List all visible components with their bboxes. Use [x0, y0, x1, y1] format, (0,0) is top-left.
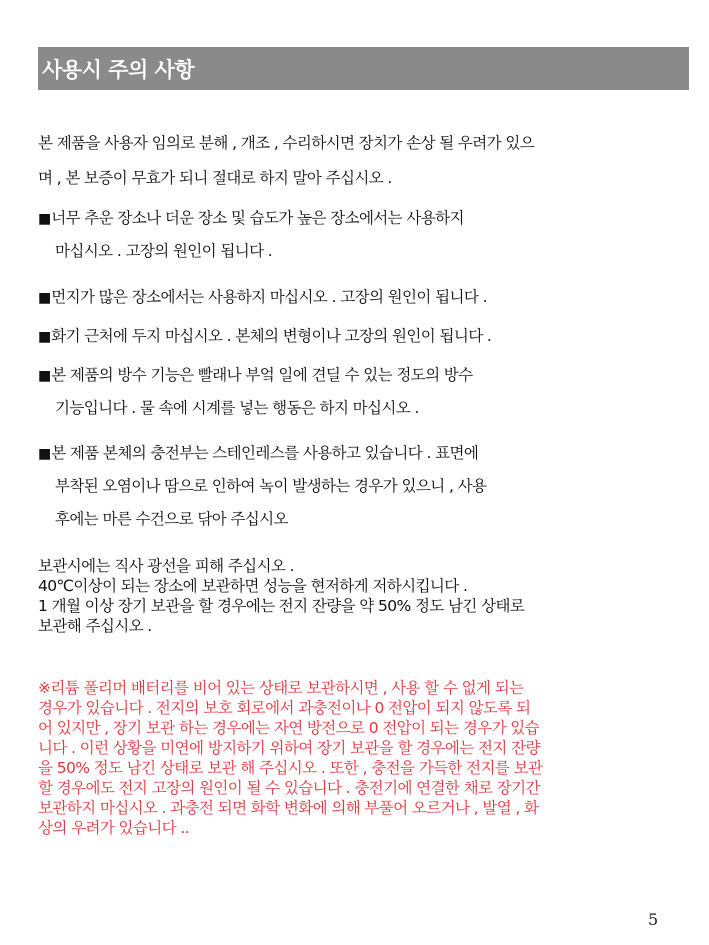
section-header-bar: [38, 47, 689, 90]
caution-text: 화기 근처에 두지 마십시오 . 본체의 변형이나 고장의 원인이 됩니다 .: [51, 327, 492, 345]
warning-line: ※리튬 폴리머 배터리를 비어 있는 상태로 보관하시면 , 사용 할 수 없게 되는: [38, 679, 524, 697]
intro-line: 본 제품을 사용자 임의로 분해 , 개조 , 수리하시면 장치가 손상 될 우려가 있으: [38, 134, 535, 152]
caution-text: 본 제품의 방수 기능은 빨래나 부엌 일에 견딜 수 있는 정도의 방수: [51, 366, 473, 384]
storage-line: 보관해 주십시오 .: [38, 617, 152, 635]
storage-line: 40℃이상이 되는 장소에 보관하면 성능을 현저하게 저하시킵니다 .: [38, 577, 468, 595]
bullet-square-icon: ■: [38, 368, 52, 384]
caution-text: 마십시오 . 고장의 원인이 됩니다 .: [55, 242, 273, 260]
caution-text: 후에는 마른 수건으로 닦아 주십시오: [55, 510, 288, 528]
warning-line: 경우가 있습니다 . 전지의 보호 회로에서 과충전이나 0 전압이 되지 않도록 되: [38, 699, 531, 717]
caution-item-temperature: [38, 202, 698, 268]
battery-warning-paragraph: [38, 678, 693, 838]
section-title: 사용시 주의 사항: [42, 57, 195, 82]
warning-line: 어 있지만 , 장기 보관 하는 경우에는 자연 방전으로 0 전압이 되는 경우가 있습: [38, 719, 540, 737]
warning-line: 니다 . 이런 상황을 미연에 방지하기 위하여 장기 보관을 할 경우에는 전지 잔량: [38, 739, 540, 757]
intro-line: 며 , 본 보증이 무효가 되니 절대로 하지 말아 주십시오 .: [38, 169, 392, 187]
caution-item-waterproof: [38, 359, 698, 425]
page-number: 5: [648, 910, 659, 929]
bullet-square-icon: ■: [38, 211, 52, 227]
caution-text: 부착된 오염이나 땀으로 인하여 녹이 발생하는 경우가 있으니 , 사용: [55, 477, 487, 495]
bullet-square-icon: ■: [38, 446, 52, 462]
caution-item-dust: [38, 281, 698, 314]
warning-line: 을 50% 정도 남긴 상태로 보관 해 주십시오 . 또한 , 충전을 가득한 전지를 보관: [38, 759, 543, 777]
warning-line: 할 경우에도 전지 고장의 원인이 될 수 있습니다 . 충전기에 연결한 채로 장기간: [38, 779, 540, 797]
caution-text: 본 제품 본체의 충전부는 스테인레스를 사용하고 있습니다 . 표면에: [51, 444, 479, 462]
bullet-square-icon: ■: [38, 290, 52, 306]
caution-item-fire: [38, 320, 698, 353]
caution-text: 너무 추운 장소나 더운 장소 및 습도가 높은 장소에서는 사용하지: [51, 209, 464, 227]
caution-text: 기능입니다 . 물 속에 시계를 넣는 행동은 하지 마십시오 .: [55, 399, 419, 417]
caution-item-charging-part: [38, 437, 698, 536]
warning-line: 보관하지 마십시오 . 과충전 되면 화학 변화에 의해 부풀어 오르거나 , 발열 , 화: [38, 799, 539, 817]
warning-line: 상의 우려가 있습니다 ..: [38, 819, 189, 837]
storage-line: 보관시에는 직사 광선을 피해 주십시오 .: [38, 557, 294, 575]
storage-line: 1 개월 이상 장기 보관을 할 경우에는 전지 잔량을 약 50% 정도 남긴 상태로: [38, 597, 525, 615]
caution-text: 먼지가 많은 장소에서는 사용하지 마십시오 . 고장의 원인이 됩니다 .: [51, 288, 487, 306]
bullet-square-icon: ■: [38, 329, 52, 345]
intro-paragraph: [38, 126, 693, 196]
storage-paragraph: [38, 556, 693, 636]
